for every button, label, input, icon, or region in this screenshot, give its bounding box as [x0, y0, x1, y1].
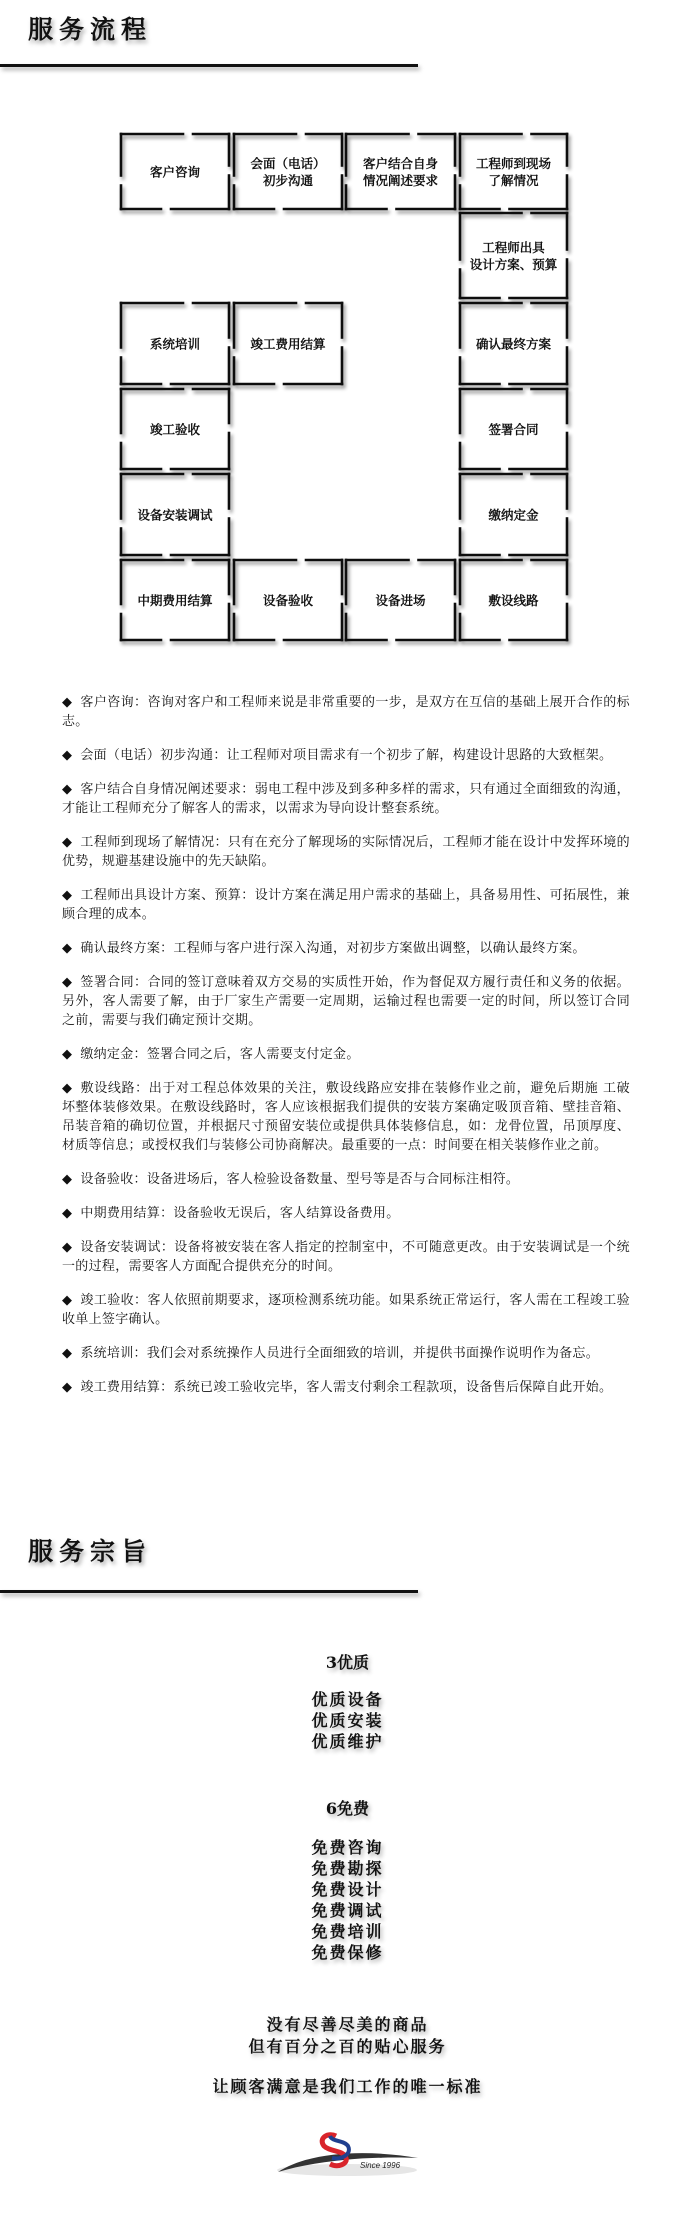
- flow-step-label-customer-consult: 客户咨询: [149, 164, 201, 180]
- flow-description-item: [62, 1291, 630, 1329]
- diamond-bullet-icon: ◆: [62, 1346, 73, 1361]
- flow-step-label-meeting-initial: 初步沟通: [262, 173, 314, 188]
- free-heading: 6免费: [325, 1799, 370, 1818]
- flow-step-label-equipment-inspection: 设备验收: [262, 593, 314, 608]
- flow-description-item: [62, 973, 630, 1030]
- flow-description-item: [62, 1378, 630, 1397]
- diamond-bullet-icon: ◆: [62, 782, 73, 797]
- flow-step-box-engineer-design-budget: [460, 213, 567, 298]
- flow-step-box-customer-requirements: [346, 134, 455, 209]
- flow-step-label-meeting-initial: 会面（电话）: [250, 156, 326, 171]
- quality-item: 优质维护: [311, 1732, 384, 1751]
- flow-step-label-sign-contract: 签署合同: [488, 422, 539, 437]
- flow-description-item: [62, 693, 630, 731]
- flow-description-text: 竣工验收：客人依照前期要求，逐项检测系统功能。如果系统正常运行，客人需在工程竣工验收单上签字确认。: [62, 1293, 630, 1327]
- flow-step-box-engineer-site-visit: [460, 134, 567, 209]
- diamond-bullet-icon: ◆: [62, 1380, 73, 1395]
- diamond-bullet-icon: ◆: [62, 941, 73, 956]
- flow-description-item: [62, 939, 630, 958]
- flow-description-text: 客户咨询：咨询对客户和工程师来说是非常重要的一步，是双方在互信的基础上展开合作的标志。: [62, 695, 630, 729]
- diamond-bullet-icon: ◆: [62, 835, 73, 850]
- flow-description-text: 竣工费用结算：系统已竣工验收完毕，客人需支付剩余工程款项，设备售后保障自此开始。: [80, 1380, 613, 1395]
- flow-step-label-engineer-design-budget: 工程师出具: [482, 240, 545, 255]
- flow-description-item: [62, 1079, 630, 1155]
- flow-step-label-engineer-design-budget: 设计方案、预算: [469, 257, 558, 272]
- flow-description-text: 确认最终方案：工程师与客户进行深入沟通，对初步方案做出调整，以确认最终方案。: [80, 941, 586, 956]
- flow-step-label-lay-wiring: 敷设线路: [488, 593, 539, 608]
- service-flow-title: 服务流程: [28, 15, 153, 44]
- flow-description-item: [62, 886, 630, 924]
- diamond-bullet-icon: ◆: [62, 1206, 73, 1221]
- flow-step-box-meeting-initial: [234, 134, 342, 209]
- diamond-bullet-icon: ◆: [62, 1240, 73, 1255]
- service-mission-title-rule: [0, 1590, 418, 1593]
- flow-description-item: [62, 1238, 630, 1276]
- slogan-line: 让顾客满意是我们工作的唯一标准: [212, 2077, 483, 2096]
- flow-description-text: 工程师到现场了解情况：只有在充分了解现场的实际情况后，工程师才能在设计中发挥环境的优势，规避基建设施中的先天缺陷。: [62, 835, 630, 869]
- flow-step-label-customer-requirements: 客户结合自身: [362, 156, 439, 171]
- flow-step-label-engineer-site-visit: 工程师到现场: [475, 156, 552, 171]
- quality-block: [0, 1650, 695, 1752]
- flow-description-text: 设备安装调试：设备将被安装在客人指定的控制室中，不可随意更改。由于安装调试是一个统一的过程，需要客人方面配合提供充分的时间。: [62, 1240, 630, 1274]
- flow-step-label-pay-deposit: 缴纳定金: [488, 507, 539, 523]
- quality-item: 优质安装: [311, 1711, 384, 1730]
- service-flow-diagram: [0, 0, 695, 660]
- free-item: 免费保修: [311, 1943, 384, 1962]
- diamond-bullet-icon: ◆: [62, 1081, 73, 1096]
- flow-step-label-engineer-site-visit: 了解情况: [488, 173, 539, 188]
- flow-description-item: [62, 1170, 630, 1189]
- flow-description-text: 系统培训：我们会对系统操作人员进行全面细致的培训，并提供书面操作说明作为备忘。: [80, 1346, 600, 1361]
- flow-description-text: 中期费用结算：设备验收无误后，客人结算设备费用。: [80, 1206, 400, 1221]
- flow-step-label-system-training: 系统培训: [149, 336, 201, 352]
- diamond-bullet-icon: ◆: [62, 695, 73, 710]
- diamond-bullet-icon: ◆: [62, 1293, 73, 1308]
- flow-description-item: [62, 746, 630, 765]
- flow-description-text: 客户结合自身情况阐述要求：弱电工程中涉及到多种多样的需求，只有通过全面细致的沟通，才能让工程师充分了解客人的需求，以需求为导向设计整套系统。: [62, 782, 630, 816]
- free-item: 免费勘探: [311, 1859, 384, 1878]
- slogan-line: 但有百分之百的贴心服务: [248, 2037, 447, 2056]
- service-mission-title: 服务宗旨: [28, 1537, 153, 1566]
- flow-description-item: [62, 1344, 630, 1363]
- free-item: 免费设计: [311, 1880, 384, 1899]
- flow-step-label-confirm-final-plan: 确认最终方案: [475, 336, 552, 352]
- free-item: 免费培训: [311, 1922, 384, 1941]
- service-flow-descriptions: [62, 693, 630, 1412]
- flow-description-text: 工程师出具设计方案、预算：设计方案在满足用户需求的基础上，具备易用性、可拓展性，兼顾合理的成本。: [62, 888, 630, 922]
- flow-step-label-customer-requirements: 情况阐述要求: [362, 173, 439, 188]
- flow-description-text: 签署合同：合同的签订意味着双方交易的实质性开始，作为督促双方履行责任和义务的依据。另外，客人需要了解，由于厂家生产需要一定周期，运输过程也需要一定的时间，所以签订合同之前，需要与我们确定预计交期。: [62, 975, 630, 1028]
- company-logo: [272, 2128, 422, 2188]
- flow-step-label-mid-term-settlement: 中期费用结算: [137, 593, 213, 608]
- flow-description-text: 敷设线路：出于对工程总体效果的关注，敷设线路应安排在装修作业之前，避免后期施 工破坏整体装修效果。在敷设线路时，客人应该根据我们提供的安装方案确定吸顶音箱、壁挂音箱、吊装音箱的确切位置，并根据尺寸预留安装位或提供具体装修信息，如：龙骨位置，吊顶厚度、材质等信息；或授权我们与装修公司协商解决。最重要的一点：时间要在相关装修作业之前。: [62, 1081, 630, 1153]
- quality-item: 优质设备: [311, 1690, 384, 1709]
- diamond-bullet-icon: ◆: [62, 748, 73, 763]
- free-block: [0, 1796, 695, 1963]
- flow-description-item: [62, 1204, 630, 1223]
- free-item: 免费咨询: [311, 1838, 384, 1857]
- flow-description-text: 会面（电话）初步沟通：让工程师对项目需求有一个初步了解，构建设计思路的大致框架。: [80, 748, 613, 763]
- diamond-bullet-icon: ◆: [62, 1047, 73, 1062]
- diamond-bullet-icon: ◆: [62, 1172, 73, 1187]
- diamond-bullet-icon: ◆: [62, 975, 73, 990]
- flow-description-text: 缴纳定金：签署合同之后，客人需要支付定金。: [80, 1047, 360, 1062]
- flow-step-label-final-settlement: 竣工费用结算: [250, 336, 326, 352]
- diamond-bullet-icon: ◆: [62, 888, 73, 903]
- flow-step-label-equipment-install-debug: 设备安装调试: [137, 507, 213, 523]
- flow-description-item: [62, 1045, 630, 1064]
- flow-step-label-completion-acceptance: 竣工验收: [149, 422, 201, 437]
- slogan-line: 没有尽善尽美的商品: [266, 2015, 429, 2034]
- slogan-block: [0, 2014, 695, 2098]
- flow-step-label-equipment-entry: 设备进场: [375, 593, 426, 608]
- flow-description-item: [62, 833, 630, 871]
- logo-since-text: Since 1996: [360, 2161, 401, 2170]
- quality-heading: 3优质: [325, 1653, 370, 1672]
- flow-description-item: [62, 780, 630, 818]
- free-item: 免费调试: [311, 1901, 384, 1920]
- flow-description-text: 设备验收：设备进场后，客人检验设备数量、型号等是否与合同标注相符。: [80, 1172, 520, 1187]
